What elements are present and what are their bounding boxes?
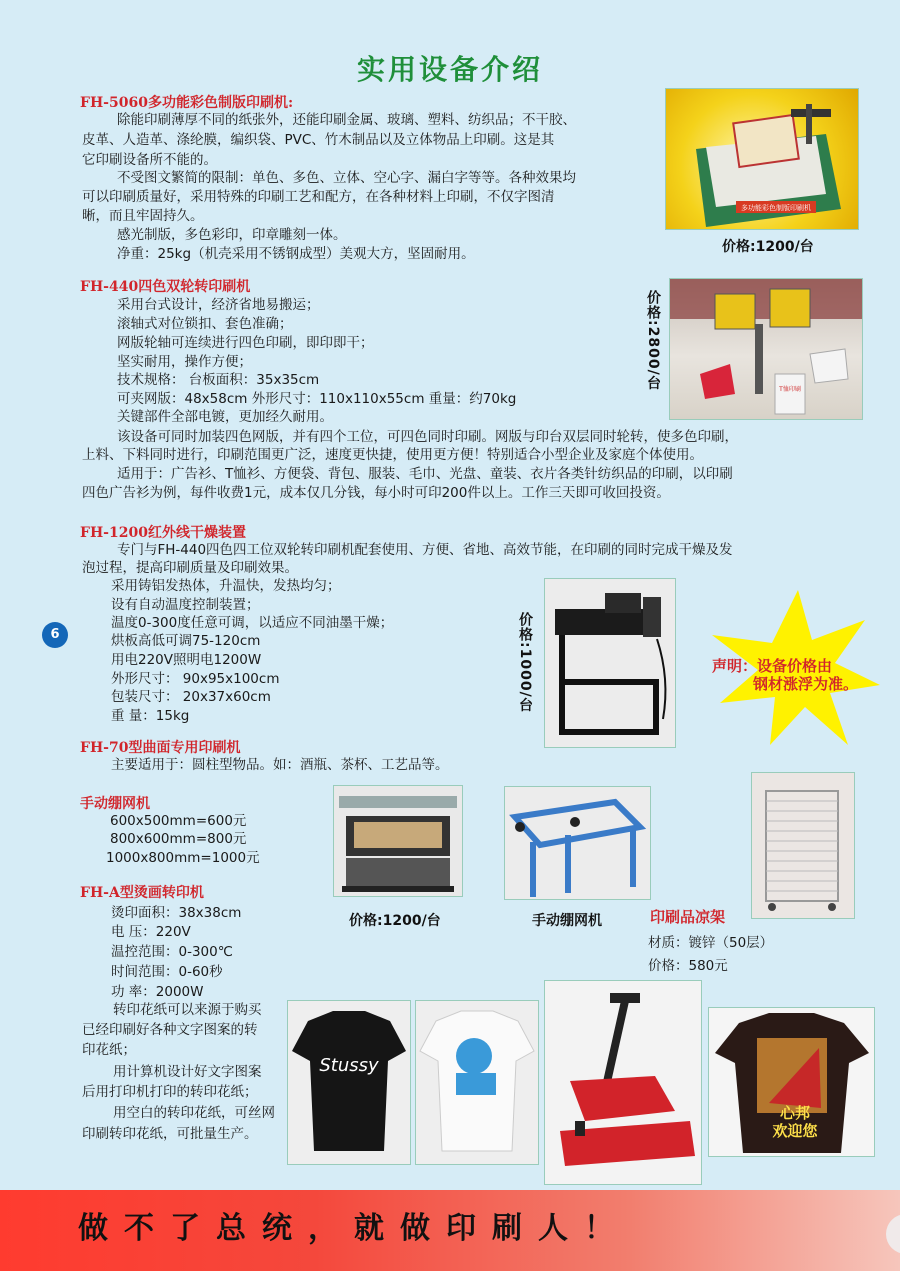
curved-printer-photo (333, 785, 463, 897)
stretcher-line: 600x500mm=600元 (110, 813, 247, 829)
stretcher-caption: 手动绷网机 (532, 913, 602, 929)
fha-line: 印刷转印花纸，可批量生产。 (82, 1126, 258, 1142)
shirt-print-text: T恤印刷 (779, 386, 801, 393)
infrared-dryer-image (545, 579, 675, 747)
rack-material: 材质：镀锌（50层） (648, 935, 774, 951)
fh440-line: 滚轴式对位锁扣、套色准确； (117, 316, 293, 332)
fh1200-price: 价格:1000/台 (517, 612, 533, 713)
fh440-line: 关键部件全部电镀，更加经久耐用。 (117, 409, 333, 425)
shirt-brand-text: Stussy (319, 1055, 379, 1076)
fh440-paragraph: 上料、下料同时进行，印刷范围更广泛，速度更快捷，使用更方便！特别适合小型企业及家庭个体使用。 (82, 447, 703, 463)
fh1200-line: 重 量：15kg (111, 708, 190, 724)
fh70-heading: FH-70型曲面专用印刷机 (80, 740, 241, 756)
stretcher-line: 800x600mm=800元 (110, 831, 247, 847)
fh5060-line: 皮革、人造革、涤纶膜，编织袋、PVC、竹木制品以及立体物品上印刷。这是其 (82, 132, 555, 148)
fh5060-line: 晰，而且牢固持久。 (82, 208, 204, 224)
fh440-line: 可夹网版：48x58cm 外形尺寸：110x110x55cm 重量：约70kg (117, 391, 517, 407)
fh1200-heading: FH-1200红外线干燥装置 (80, 525, 246, 541)
fh5060-price: 价格:1200/台 (722, 239, 814, 255)
heat-press-photo (544, 980, 702, 1185)
fh5060-line: 感光制版，多色彩印，印章雕刻一体。 (117, 227, 347, 243)
stretcher-price: 价格:1200/台 (349, 913, 441, 929)
white-tshirt-image (416, 1001, 538, 1164)
fh440-paragraph: 该设备可同时加装四色网版，并有四个工位，可四色同时印刷。网版与印台双层同时轮转，使多色印刷， (117, 429, 738, 445)
shirt-caption (765, 1104, 825, 1140)
fh5060-heading: FH-5060多功能彩色制版印刷机: (80, 95, 294, 111)
fh1200-line: 设有自动温度控制装置； (111, 597, 260, 613)
fh440-line: 网版轮轴可连续进行四色印刷，即印即干； (117, 335, 374, 351)
fh5060-line: 不受图文繁简的限制：单色、多色、立体、空心字、漏白字等等。各种效果均 (117, 170, 576, 186)
fh440-line: 坚实耐用，操作方便； (117, 354, 252, 370)
stretcher-line: 1000x800mm=1000元 (106, 850, 260, 866)
fh5060-line: 它印刷设备所不能的。 (82, 152, 217, 168)
shirt-caption-line: 欢迎您 (772, 1122, 818, 1140)
screen-stretcher-image (505, 787, 650, 899)
fh440-line: 技术规格： 台板面积：35x35cm (117, 372, 320, 388)
stretcher-photo (504, 786, 651, 900)
fh5060-photo (665, 88, 859, 230)
page-number: 6 (42, 622, 68, 648)
stretcher-heading: 手动绷网机 (80, 796, 150, 812)
notice-line: 声明：设备价格由 (712, 657, 833, 675)
fh5060-line: 可以印刷质量好，采用特殊的印刷工艺和配方，在各种材料上印刷，不仅字图清 (82, 189, 555, 205)
fha-line: 后用打印机打印的转印花纸； (82, 1084, 258, 1100)
white-tshirt-photo (415, 1000, 539, 1165)
fha-heading: FH-A型烫画转印机 (80, 885, 204, 901)
machine-label-text: 多功能彩色制版印刷机 (741, 204, 811, 212)
fha-spec: 功 率：2000W (111, 984, 204, 1000)
footer-slogan: 做不了总统，就做印刷人！ (78, 1211, 630, 1246)
fh440-line: 采用台式设计，经济省地易搬运； (117, 297, 320, 313)
heat-press-image (545, 981, 701, 1184)
printing-machine-image (666, 89, 858, 229)
fha-spec: 时间范围：0-60秒 (111, 964, 223, 980)
fha-line: 印花纸； (82, 1042, 136, 1058)
fha-text-block (80, 1000, 288, 1150)
fh1200-paragraph: 专门与FH-440四色四工位双轮转印刷机配套使用、方便、省地、高效节能，在印刷的同时完成干燥及发 (117, 542, 733, 558)
fh70-text: 主要适用于：圆柱型物品。如：酒瓶、茶杯、工艺品等。 (111, 757, 449, 773)
fh1200-line: 包装尺寸： 20x37x60cm (111, 689, 271, 705)
curved-surface-printer-image (334, 786, 462, 896)
fha-spec: 烫印面积：38x38cm (111, 905, 242, 921)
fh1200-paragraph: 泡过程，提高印刷质量及印刷效果。 (82, 560, 298, 576)
fh1200-line: 烘板高低可调75-120cm (111, 633, 261, 649)
fh1200-line: 采用铸铝发热体，升温快，发热均匀； (111, 578, 341, 594)
drying-rack-image (752, 773, 854, 918)
fha-line: 用空白的转印花纸，可丝网 (113, 1105, 275, 1121)
rack-price: 价格：580元 (648, 958, 728, 974)
fh1200-line: 外形尺寸： 90x95x100cm (111, 671, 280, 687)
fha-line: 已经印刷好各种文字图案的转 (82, 1022, 258, 1038)
fh440-paragraph: 四色广告衫为例，每件收费1元，成本仅几分钱，每小时可印200件以上。工作三天即可收回投资。 (82, 485, 670, 501)
carousel-press-image (670, 279, 862, 419)
fh5060-line: 除能印刷薄厚不同的纸张外，还能印刷金属、玻璃、塑料、纺织品；不干胶、 (117, 112, 576, 128)
fh440-paragraph: 适用于：广告衫、T恤衫、方便袋、背包、服装、毛巾、光盘、童装、衣片各类针纺织品的印刷，以印刷 (117, 466, 733, 482)
fh1200-photo (544, 578, 676, 748)
fh440-photo (669, 278, 863, 420)
fha-spec: 电 压：220V (111, 924, 191, 940)
fha-line: 用计算机设计好文字图案 (113, 1064, 262, 1080)
notice-line: 钢材涨浮为准。 (753, 675, 859, 693)
fh1200-line: 用电220V照明电1200W (111, 652, 262, 668)
fha-spec: 温控范围：0-300℃ (111, 944, 233, 960)
page-title: 实用设备介绍 (356, 53, 543, 86)
black-tshirt-image (288, 1001, 410, 1164)
fh1200-line: 温度0-300度任意可调，以适应不同油墨干燥； (111, 615, 394, 631)
rack-photo (751, 772, 855, 919)
black-tshirt-photo (287, 1000, 411, 1165)
fha-line: 转印花纸可以来源于购买 (113, 1002, 262, 1018)
fh440-price: 价格:2800/台 (645, 290, 661, 391)
rack-heading: 印刷品凉架 (650, 908, 726, 926)
fh440-heading: FH-440四色双轮转印刷机 (80, 279, 251, 295)
shirt-caption-line: 心邦 (779, 1104, 810, 1122)
fh5060-line: 净重：25kg（机壳采用不锈钢成型）美观大方，坚固耐用。 (117, 246, 475, 262)
